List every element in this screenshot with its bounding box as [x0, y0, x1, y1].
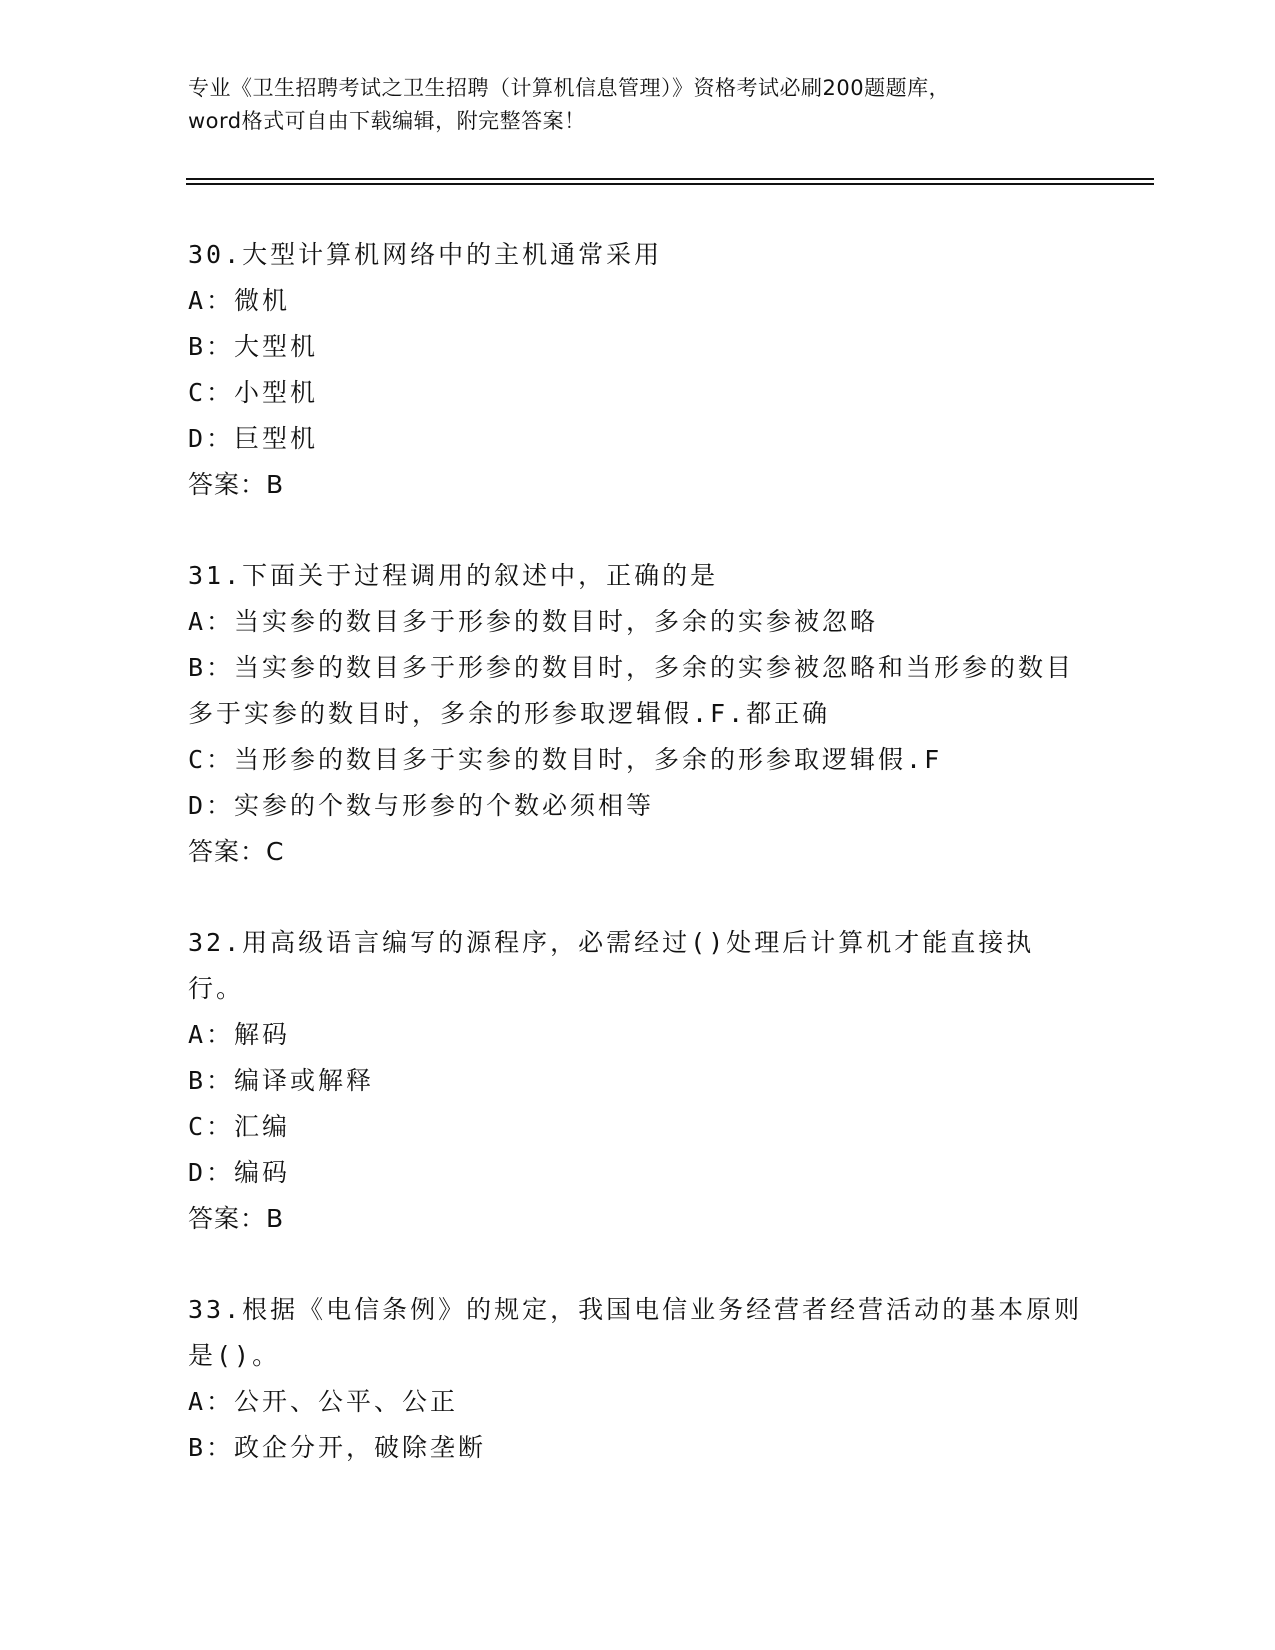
question-31 [188, 553, 1088, 875]
option-c: C：汇编 [188, 1112, 291, 1141]
header-line-2: word格式可自由下载编辑，附完整答案！ [188, 109, 586, 133]
question-list [188, 232, 1088, 1516]
header-divider-bottom [186, 183, 1154, 185]
option-b: B：编译或解释 [188, 1066, 375, 1095]
answer: 答案：B [188, 1204, 285, 1233]
option-d: D：实参的个数与形参的个数必须相等 [188, 791, 655, 820]
answer: 答案：B [188, 470, 285, 499]
question-32 [188, 920, 1088, 1242]
question-30 [188, 232, 1088, 508]
header-line-1: 专业《卫生招聘考试之卫生招聘（计算机信息管理）》资格考试必刷200题题库， [188, 76, 951, 100]
question-stem: 30.大型计算机网络中的主机通常采用 [188, 240, 663, 269]
document-header [188, 72, 1088, 138]
option-d: D：编码 [188, 1158, 291, 1187]
answer: 答案：C [188, 837, 285, 866]
header-divider-top [186, 178, 1154, 180]
question-stem: 32.用高级语言编写的源程序，必需经过()处理后计算机才能直接执行。 [188, 928, 1035, 1003]
option-b: B：当实参的数目多于形参的数目时，多余的实参被忽略和当形参的数目多于实参的数目时，多余的形参取逻辑假.F.都正确 [188, 653, 1075, 728]
option-a: A：微机 [188, 286, 291, 315]
question-stem: 33.根据《电信条例》的规定，我国电信业务经营者经营活动的基本原则是()。 [188, 1295, 1083, 1370]
option-c: C：小型机 [188, 378, 319, 407]
option-b: B：大型机 [188, 332, 319, 361]
option-a: A：当实参的数目多于形参的数目时，多余的实参被忽略 [188, 607, 879, 636]
option-a: A：公开、公平、公正 [188, 1387, 459, 1416]
question-33 [188, 1287, 1088, 1471]
question-stem: 31.下面关于过程调用的叙述中，正确的是 [188, 561, 719, 590]
option-d: D：巨型机 [188, 424, 319, 453]
option-a: A：解码 [188, 1020, 291, 1049]
option-b: B：政企分开，破除垄断 [188, 1433, 487, 1462]
option-c: C：当形参的数目多于实参的数目时，多余的形参取逻辑假.F [188, 745, 943, 774]
